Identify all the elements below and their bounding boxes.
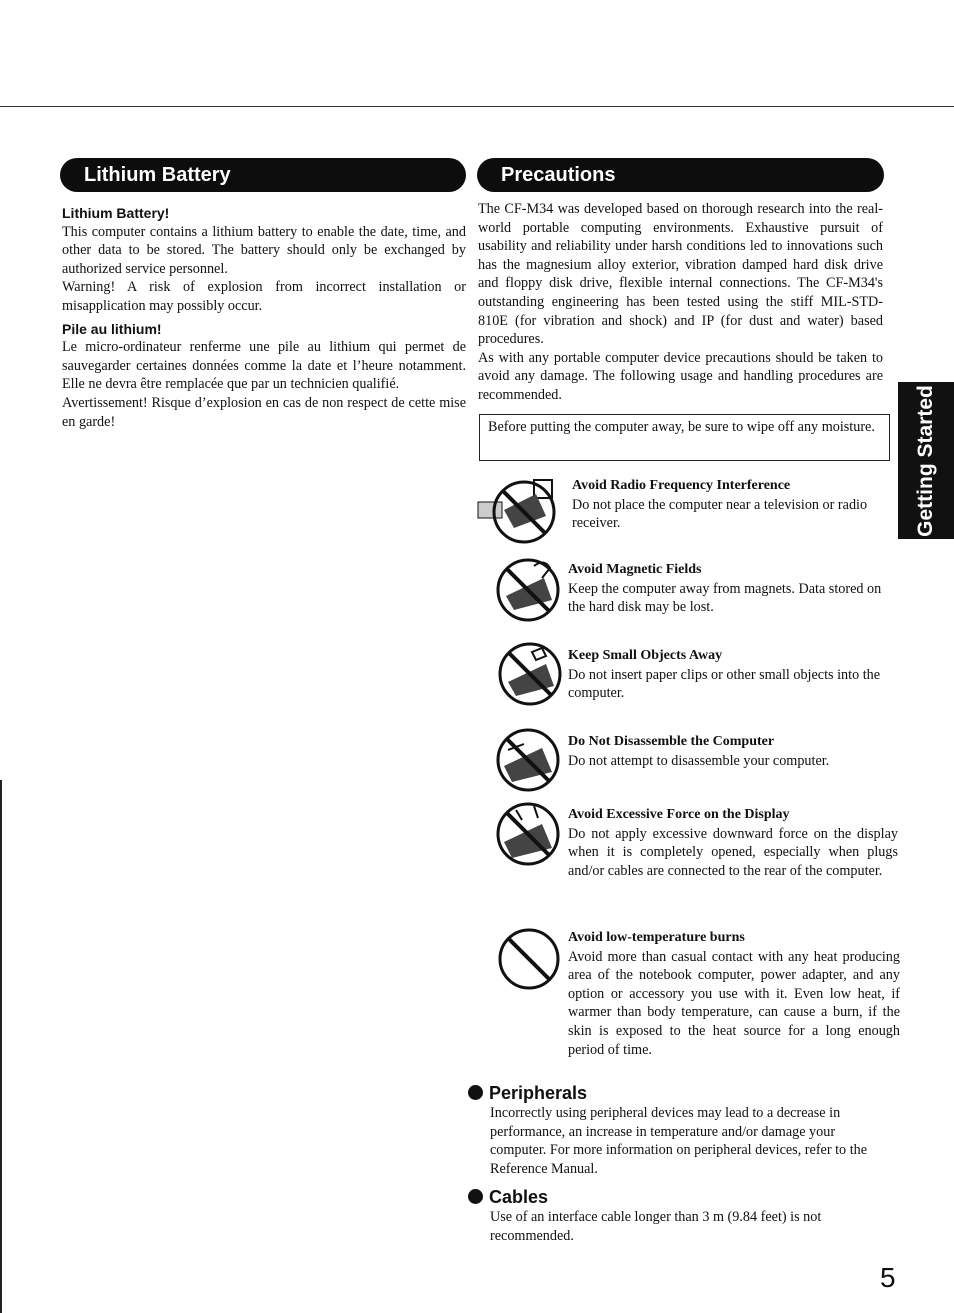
precaution-text: Do not attempt to disassemble your computer. xyxy=(568,752,830,769)
tab-label: Getting Started xyxy=(914,384,937,537)
precaution-title: Keep Small Objects Away xyxy=(568,648,723,663)
precautions-intro-2: As with any portable computer device precautions should be taken to avoid any damage. The following usage and handling procedures are recommended. xyxy=(478,349,883,403)
precaution-text: Do not apply excessive downward force on the display when it is completely opened, especially when plugs and/or cables are connected to the rear of the computer. xyxy=(568,825,898,879)
top-rule xyxy=(0,106,954,107)
lithium-fr-text: Le micro-ordinateur renferme une pile au lithium qui permet de sauvegarder certaines données comme la date et l’heure notamment. Elle ne devra être remplacée que par un technicien qualifié. xyxy=(62,339,466,393)
bullet-icon xyxy=(468,1085,483,1100)
precautions-intro xyxy=(478,200,883,405)
cables-heading xyxy=(468,1186,548,1208)
precaution-text: Avoid more than casual contact with any heat producing area of the notebook computer, power adapter, and any option or accessory you use with it. Even low heat, if warmer than body temperature, can cause a burn, if the skin is exposed to the heat source for a long enough period of time. xyxy=(568,948,900,1058)
lithium-en-text: This computer contains a lithium battery to enable the date, time, and other data to be stored. The battery should only be exchanged by authorized service personnel. xyxy=(62,223,466,277)
cables-text: Use of an interface cable longer than 3 m (9.84 feet) is not recommended. xyxy=(490,1209,822,1244)
precaution-title: Do Not Disassemble the Computer xyxy=(568,734,775,749)
precautions-header: Precautions xyxy=(477,158,884,192)
precaution-force xyxy=(568,806,898,880)
precaution-disassemble xyxy=(568,733,898,770)
lithium-fr-warning: Avertissement! Risque d’explosion en cas de non respect de cette mise en garde! xyxy=(62,394,466,430)
moisture-notice-box: Before putting the computer away, be sure to wipe off any moisture. xyxy=(479,414,890,461)
precaution-title: Avoid Excessive Force on the Display xyxy=(568,807,790,822)
precaution-magnetic xyxy=(568,561,898,617)
no-disassemble-icon xyxy=(494,726,562,794)
peripherals-title: Peripherals xyxy=(489,1083,588,1103)
bullet-icon xyxy=(468,1189,483,1204)
page-edge-line xyxy=(0,780,2,1313)
no-paperclip-icon xyxy=(496,640,564,708)
lithium-battery-column xyxy=(62,204,466,431)
precaution-small-objects xyxy=(568,647,898,703)
cables-title: Cables xyxy=(489,1187,549,1207)
precaution-title: Avoid Magnetic Fields xyxy=(568,562,702,577)
precaution-text: Do not place the computer near a television or radio receiver. xyxy=(572,496,868,532)
no-radio-icon xyxy=(474,476,566,544)
peripherals-text: Incorrectly using peripheral devices may lead to a decrease in performance, an increase in temperature and/or damage your computer. For more information on peripheral devices, refer to the Reference Manual. xyxy=(490,1105,868,1177)
no-magnet-icon xyxy=(494,556,562,624)
precautions-intro-1: The CF-M34 was developed based on thorough research into the real-world portable computing environments. Exhaustive pursuit of usability and reliability under harsh conditions led to innovations such has the magnesium alloy exterior, vibration damped hard disk drive and floppy disk drive, flexible internal connections. The CF-M34's outstanding engineering has been tested using the stiff MIL-STD- 810E (for vibration and shock) and IP (for dust and water) based procedures. xyxy=(478,201,883,348)
lithium-en-title: Lithium Battery! xyxy=(62,205,170,221)
prohibition-icon xyxy=(496,926,562,992)
getting-started-tab xyxy=(898,382,954,539)
lithium-battery-header: Lithium Battery xyxy=(60,158,466,192)
lithium-fr-title: Pile au lithium! xyxy=(62,320,162,337)
page-number: 5 xyxy=(880,1262,896,1293)
lithium-en-warning: Warning! A risk of explosion from incorrect installation or misapplication may possibly occur. xyxy=(62,279,466,314)
precaution-burns xyxy=(568,929,900,1059)
precaution-text: Do not insert paper clips or other small objects into the computer. xyxy=(568,666,881,702)
no-force-icon xyxy=(494,800,562,868)
precaution-radio xyxy=(572,477,902,533)
peripherals-heading xyxy=(468,1082,587,1104)
precaution-text: Keep the computer away from magnets. Data stored on the hard disk may be lost. xyxy=(568,580,882,616)
precaution-title: Avoid low-temperature burns xyxy=(568,930,745,945)
precaution-title: Avoid Radio Frequency Interference xyxy=(572,478,791,493)
